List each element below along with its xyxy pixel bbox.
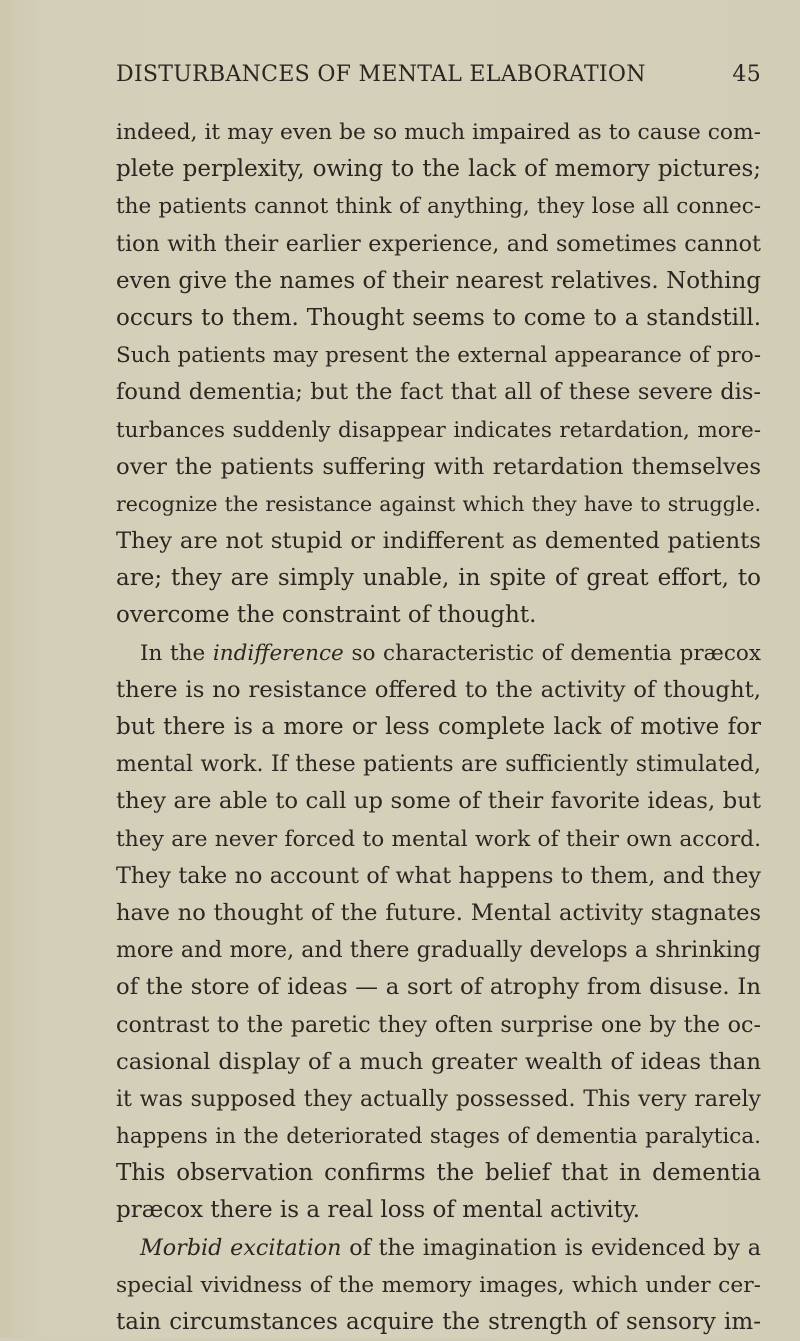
text-line: the patients cannot think of anything, they lose all connec- — [116, 194, 761, 220]
text-line: indeed, it may even be so much impaired as to cause com- — [116, 120, 761, 145]
text-line-rest: so characteristic of dementia præcox — [351, 640, 761, 666]
text-line: This observation confirms the belief that in dementia — [116, 1160, 761, 1187]
text-line-rest: of the imagination is evidenced by a — [349, 1234, 761, 1261]
body-text — [116, 114, 761, 1341]
text-line: have no thought of the future. Mental activity stagnates — [116, 899, 761, 926]
text-line: there is no resistance offered to the activity of thought, — [116, 676, 761, 703]
paragraph-lead: In the — [140, 640, 213, 666]
running-head-title: DISTURBANCES OF MENTAL ELABORATION — [116, 62, 646, 87]
page-number: 45 — [732, 62, 761, 87]
text-line: tain circumstances acquire the strength of sensory im- — [116, 1309, 761, 1335]
text-line: it was supposed they actually possessed. This very rarely — [116, 1086, 761, 1112]
text-line: found dementia; but the fact that all of these severe dis- — [116, 379, 761, 406]
emphasis-term: Morbid excitation — [140, 1234, 342, 1261]
text-line: even give the names of their nearest relatives. Nothing — [116, 267, 761, 294]
text-line: overcome the constraint of thought. — [116, 602, 537, 629]
text-line: tion with their earlier experience, and sometimes cannot — [116, 230, 761, 257]
text-line: præcox there is a real loss of mental activity. — [116, 1197, 641, 1224]
text-line: occurs to them. Thought seems to come to a standstill. — [116, 304, 761, 331]
text-line: turbances suddenly disappear indicates retardation, more- — [116, 417, 761, 443]
text-line: special vividness of the memory images, which under cer- — [116, 1272, 761, 1298]
running-head — [116, 62, 761, 96]
text-line: happens in the deteriorated stages of dementia paralytica. — [116, 1124, 761, 1150]
text-line: they are never forced to mental work of their own accord. — [116, 826, 761, 852]
emphasis-term: indifference — [212, 640, 344, 666]
text-line: They take no account of what happens to them, and they — [116, 862, 761, 889]
text-line: are; they are simply unable, in spite of great effort, to — [116, 565, 761, 592]
text-line: over the patients suffering with retardation themselves — [116, 453, 761, 480]
text-line: more and more, and there gradually develops a shrinking — [116, 938, 761, 964]
text-line: but there is a more or less complete lack of motive for — [116, 714, 761, 740]
text-line: of the store of ideas — a sort of atrophy from disuse. In — [116, 974, 761, 1001]
paragraph-start-line — [116, 635, 761, 672]
text-line: contrast to the paretic they often surprise one by the oc- — [116, 1011, 761, 1038]
text-line: mental work. If these patients are sufficiently stimulated, — [116, 752, 761, 778]
text-line: they are able to call up some of their favorite ideas, but — [116, 788, 761, 815]
text-line: recognize the resistance against which they have to struggle. — [116, 491, 761, 516]
text-line: casional display of a much greater wealth of ideas than — [116, 1048, 761, 1075]
text-line: plete perplexity, owing to the lack of memory pictures; — [116, 156, 761, 183]
text-line: They are not stupid or indifferent as demented patients — [116, 528, 761, 555]
paragraph-start-line — [116, 1230, 761, 1267]
text-line: Such patients may present the external appearance of pro- — [116, 343, 761, 369]
